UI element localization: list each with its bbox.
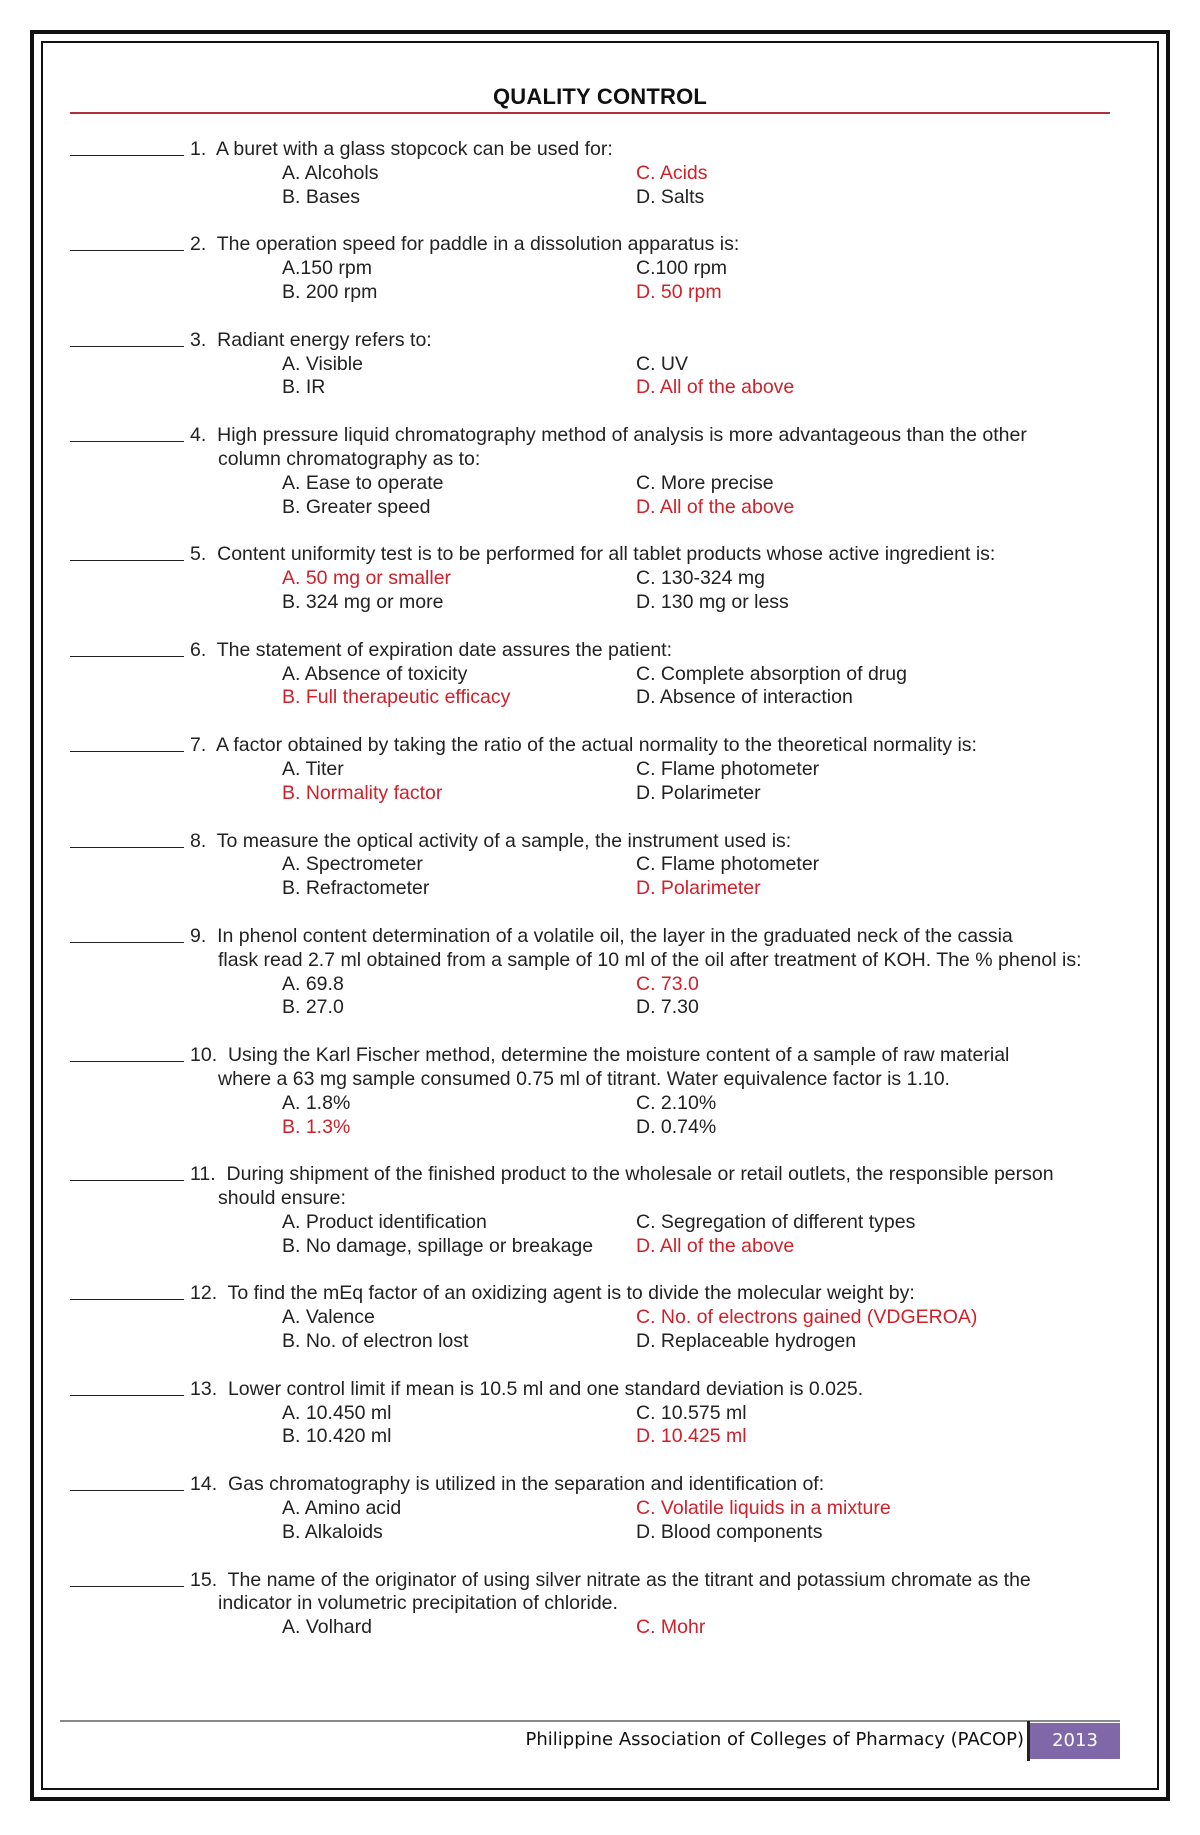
answer-option: D. Polarimeter <box>636 781 761 804</box>
footer-divider <box>60 1720 1120 1722</box>
answer-blank-line[interactable] <box>70 1299 184 1300</box>
answer-blank-line[interactable] <box>70 751 184 752</box>
answer-option: B. 10.420 ml <box>282 1425 392 1448</box>
answer-option: A. Visible <box>282 352 363 375</box>
answer-option: B. Greater speed <box>282 495 431 518</box>
answer-option: B. IR <box>282 376 326 399</box>
question-text: A factor obtained by taking the ratio of the actual normality to the theoretical normality is: <box>216 734 977 757</box>
answer-option: A. Alcohols <box>282 161 379 184</box>
answer-option: C. Flame photometer <box>636 853 820 876</box>
answer-options <box>282 472 1120 520</box>
question-text-continued: flask read 2.7 ml obtained from a sample of 10 ml of the oil after treatment of KOH. The % phenol is: <box>218 948 1082 971</box>
question-stem <box>190 1163 1120 1211</box>
question-item <box>70 1044 1120 1139</box>
question-text: A buret with a glass stopcock can be used for: <box>216 138 613 160</box>
question-text: High pressure liquid chromatography method of analysis is more advantageous than the other <box>217 424 1027 447</box>
answer-blank-line[interactable] <box>70 250 184 251</box>
question-number: 12. <box>190 1282 218 1305</box>
answer-option: D. Replaceable hydrogen <box>636 1330 857 1353</box>
question-item <box>70 1282 1120 1353</box>
answer-blank-line[interactable] <box>70 346 184 347</box>
question-stem <box>190 138 1120 162</box>
question-text: Using the Karl Fischer method, determine the moisture content of a sample of raw material <box>227 1044 1010 1067</box>
answer-option-correct: C. Acids <box>636 161 708 184</box>
answer-option: A. Volhard <box>282 1616 372 1639</box>
answer-option-correct: C. 73.0 <box>636 972 699 995</box>
question-text: During shipment of the finished product to the wholesale or retail outlets, the responsible person <box>226 1163 1054 1186</box>
question-list <box>70 138 1120 1664</box>
answer-options <box>282 1306 1120 1354</box>
question-stem <box>190 1044 1120 1092</box>
question-number: 10. <box>190 1044 218 1067</box>
question-number: 14. <box>190 1473 218 1496</box>
answer-blank-line[interactable] <box>70 1490 184 1491</box>
answer-option-correct: D. 50 rpm <box>636 280 722 303</box>
answer-blank-line[interactable] <box>70 1586 184 1587</box>
answer-option: D. Salts <box>636 185 705 208</box>
question-number: 15. <box>190 1568 218 1591</box>
answer-blank-line[interactable] <box>70 155 184 156</box>
title-underline <box>70 112 1110 114</box>
page-title: QUALITY CONTROL <box>492 84 708 109</box>
question-text: To measure the optical activity of a sample, the instrument used is: <box>216 829 792 852</box>
answer-option: C. Complete absorption of drug <box>636 662 907 685</box>
answer-option: B. 27.0 <box>282 996 344 1019</box>
question-stem <box>190 830 1120 854</box>
question-number: 1. <box>190 138 207 160</box>
question-text: The operation speed for paddle in a dissolution apparatus is: <box>216 233 740 256</box>
question-number: 4. <box>190 424 207 447</box>
answer-option: A. Product identification <box>282 1210 487 1233</box>
question-text: Gas chromatography is utilized in the separation and identification of: <box>227 1473 825 1496</box>
answer-option: B. 200 rpm <box>282 280 378 303</box>
question-item <box>70 639 1120 710</box>
question-text: The name of the originator of using silver nitrate as the titrant and potassium chromate as the <box>227 1568 1031 1591</box>
question-item <box>70 1163 1120 1258</box>
question-stem <box>190 424 1120 472</box>
question-number: 13. <box>190 1377 218 1400</box>
question-stem <box>190 1282 1120 1306</box>
answer-option: D. Blood components <box>636 1520 823 1543</box>
answer-option: C. 130-324 mg <box>636 567 765 590</box>
question-stem <box>190 233 1120 257</box>
answer-option-correct: C. Volatile liquids in a mixture <box>636 1497 891 1520</box>
answer-option-correct: D. Polarimeter <box>636 877 761 900</box>
question-stem <box>190 1473 1120 1497</box>
question-number: 6. <box>190 638 207 661</box>
answer-option: C. More precise <box>636 471 774 494</box>
answer-options <box>282 1616 1120 1640</box>
question-number: 2. <box>190 233 207 256</box>
question-item <box>70 1569 1120 1640</box>
answer-options <box>282 1402 1120 1450</box>
question-item <box>70 138 1120 209</box>
question-text: Lower control limit if mean is 10.5 ml and one standard deviation is 0.025. <box>227 1377 864 1400</box>
answer-blank-line[interactable] <box>70 560 184 561</box>
answer-options <box>282 353 1120 401</box>
answer-option: D. 7.30 <box>636 996 699 1019</box>
answer-option-correct: D. 10.425 ml <box>636 1425 747 1448</box>
question-stem <box>190 1378 1120 1402</box>
answer-blank-line[interactable] <box>70 942 184 943</box>
footer-organization: Philippine Association of Colleges of Pharmacy (PACOP) <box>525 1729 1024 1750</box>
answer-option-correct: B. Full therapeutic efficacy <box>282 686 511 709</box>
question-number: 7. <box>190 734 207 757</box>
question-text: Radiant energy refers to: <box>217 328 432 351</box>
answer-blank-line[interactable] <box>70 847 184 848</box>
answer-option-correct: D. All of the above <box>636 495 795 518</box>
question-number: 9. <box>190 924 207 947</box>
question-item <box>70 543 1120 614</box>
answer-options <box>282 758 1120 806</box>
question-number: 8. <box>190 829 207 852</box>
question-item <box>70 1378 1120 1449</box>
question-number: 5. <box>190 543 207 566</box>
answer-option: C. 10.575 ml <box>636 1401 747 1424</box>
question-text-continued: where a 63 mg sample consumed 0.75 ml of titrant. Water equivalence factor is 1.10. <box>218 1067 950 1090</box>
question-stem <box>190 329 1120 353</box>
answer-option: B. No. of electron lost <box>282 1330 469 1353</box>
answer-blank-line[interactable] <box>70 1180 184 1181</box>
question-item <box>70 424 1120 519</box>
answer-options <box>282 257 1120 305</box>
answer-option: B. No damage, spillage or breakage <box>282 1234 594 1257</box>
question-item <box>70 830 1120 901</box>
question-item <box>70 925 1120 1020</box>
answer-option: A. Amino acid <box>282 1497 402 1520</box>
answer-option: A. Absence of toxicity <box>282 662 468 685</box>
answer-option: C. Segregation of different types <box>636 1210 916 1233</box>
question-item <box>70 1473 1120 1544</box>
answer-blank-line[interactable] <box>70 656 184 657</box>
answer-option: C. Flame photometer <box>636 757 820 780</box>
question-stem <box>190 734 1120 758</box>
answer-option: D. Absence of interaction <box>636 686 853 709</box>
answer-option: C.100 rpm <box>636 257 728 280</box>
question-text: Content uniformity test is to be performed for all tablet products whose active ingredient is: <box>217 543 996 566</box>
footer-year-badge: 2013 <box>1030 1723 1120 1759</box>
answer-option-correct: A. 50 mg or smaller <box>282 567 452 590</box>
answer-option: A.150 rpm <box>282 257 372 280</box>
answer-option: B. Alkaloids <box>282 1520 383 1543</box>
answer-blank-line[interactable] <box>70 441 184 442</box>
answer-option-correct: C. No. of electrons gained (VDGEROA) <box>636 1306 978 1329</box>
answer-option: A. Valence <box>282 1306 375 1329</box>
answer-option-correct: C. Mohr <box>636 1616 706 1639</box>
answer-options <box>282 1092 1120 1140</box>
question-number: 3. <box>190 328 207 351</box>
answer-blank-line[interactable] <box>70 1061 184 1062</box>
answer-options <box>282 567 1120 615</box>
answer-option: C. 2.10% <box>636 1091 717 1114</box>
question-item <box>70 734 1120 805</box>
question-text-continued: column chromatography as to: <box>218 447 481 470</box>
question-stem <box>190 925 1120 973</box>
answer-option-correct: D. All of the above <box>636 376 795 399</box>
answer-options <box>282 853 1120 901</box>
question-text-continued: should ensure: <box>218 1187 346 1210</box>
answer-option: A. Titer <box>282 757 344 780</box>
answer-option-correct: D. All of the above <box>636 1234 795 1257</box>
answer-options <box>282 663 1120 711</box>
answer-option: D. 130 mg or less <box>636 590 789 613</box>
question-text: In phenol content determination of a volatile oil, the layer in the graduated neck of the cassia <box>217 924 1013 947</box>
answer-blank-line[interactable] <box>70 1395 184 1396</box>
answer-option: B. 324 mg or more <box>282 590 444 613</box>
answer-option: B. Refractometer <box>282 877 430 900</box>
answer-option-correct: B. 1.3% <box>282 1115 351 1138</box>
answer-option: A. 69.8 <box>282 972 344 995</box>
answer-options <box>282 162 1120 210</box>
question-stem <box>190 639 1120 663</box>
question-number: 11. <box>190 1163 216 1186</box>
question-item <box>70 233 1120 304</box>
answer-options <box>282 1497 1120 1545</box>
answer-option-correct: B. Normality factor <box>282 781 443 804</box>
answer-option: A. 10.450 ml <box>282 1401 392 1424</box>
answer-option: B. Bases <box>282 185 361 208</box>
question-text-continued: indicator in volumetric precipitation of chloride. <box>218 1592 618 1615</box>
answer-option: A. 1.8% <box>282 1091 351 1114</box>
question-item <box>70 329 1120 400</box>
answer-options <box>282 973 1120 1021</box>
answer-option: D. 0.74% <box>636 1115 717 1138</box>
answer-option: A. Ease to operate <box>282 471 444 494</box>
answer-options <box>282 1211 1120 1259</box>
question-stem <box>190 1569 1120 1617</box>
question-stem <box>190 543 1120 567</box>
question-text: The statement of expiration date assures the patient: <box>216 638 673 661</box>
answer-option: A. Spectrometer <box>282 853 423 876</box>
answer-option: C. UV <box>636 352 689 375</box>
question-text: To find the mEq factor of an oxidizing agent is to divide the molecular weight by: <box>227 1282 915 1305</box>
